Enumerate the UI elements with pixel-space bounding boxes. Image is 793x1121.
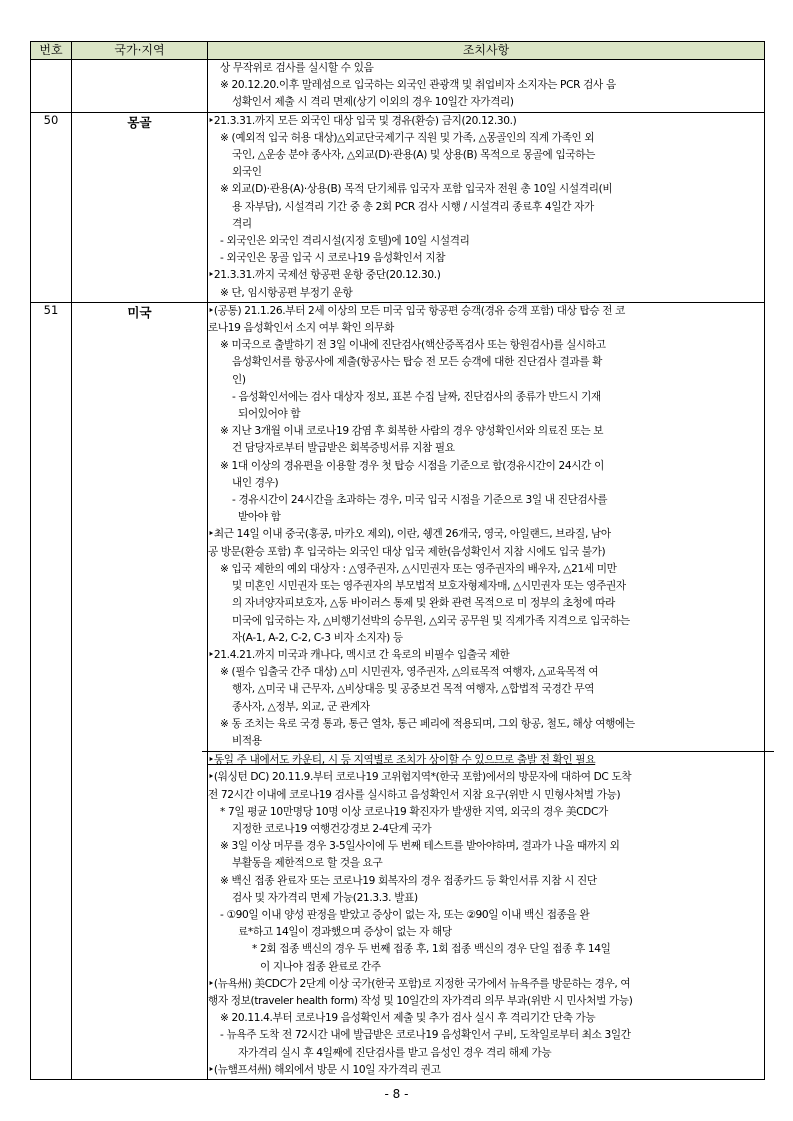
- text-line: * 2회 접종 백신의 경우 두 번째 접종 후, 1회 접종 백신의 경우 단일 접종 후 14일: [252, 943, 611, 956]
- page-number: - 8 -: [384, 1087, 409, 1101]
- row-number: 51: [31, 302, 72, 1079]
- text-line: 격리: [232, 217, 252, 230]
- text-line: 지정한 코로나19 여행건강경보 2-4단계 국가: [232, 822, 432, 835]
- text-line: 의 자녀양자피보호자, △동 바이러스 통제 및 완화 관련 목적으로 미 정부의 초청에 따라: [232, 597, 616, 610]
- text-line: ‣최근 14일 이내 중국(홍콩, 마카오 제외), 이란, 쉥겐 26개국, 영국, 아일랜드, 브라질, 남아: [208, 528, 611, 541]
- text-line: 부활동을 제한적으로 할 것을 요구: [232, 857, 383, 870]
- header-country: 국가·지역: [72, 42, 208, 60]
- text-line: ※ (필수 입출국 간주 대상) △미 시민권자, 영주권자, △의료목적 여행자, △교육목적 여: [220, 666, 599, 679]
- country-name: 몽골: [72, 112, 208, 302]
- row-number: 50: [31, 112, 72, 302]
- text-line: ‣21.3.31.까지 모든 외국인 대상 입국 및 경유(환승) 금지(20.12.30.): [208, 114, 517, 127]
- table-row-usa: [31, 302, 765, 1079]
- text-line: - 외국인은 외국인 격리시설(지정 호텔)에 10일 시설격리: [220, 235, 470, 248]
- text-line: 자가격리 실시 후 4일째에 진단검사를 받고 음성인 경우 격리 해제 가능: [238, 1046, 552, 1059]
- table-header-row: [31, 42, 765, 60]
- measures-table: [30, 41, 765, 1080]
- text-line: 종사자, △정부, 외교, 군 관계자: [232, 700, 370, 713]
- text-line: 이 지나야 접종 완료로 간주: [260, 960, 381, 973]
- measure-content: [208, 302, 765, 1079]
- text-line: 음성확인서를 항공사에 제출(항공사는 탑승 전 모든 승객에 대한 진단검사 결과를 확: [232, 356, 602, 369]
- text-line: 미국에 입국하는 자, △비행기선박의 승무원, △외국 공무원 및 직계가족 지격으로 입국하는: [232, 614, 630, 627]
- text-line: ※ 지난 3개월 이내 코로나19 감염 후 회복한 사람의 경우 양성확인서와 의료진 또는 보: [220, 425, 604, 438]
- text-line: 자(A-1, A-2, C-2, C-3 비자 소지자) 등: [232, 631, 403, 644]
- text-line: 및 미혼인 시민권자 또는 영주권자의 부모법적 보호자형제자매, △시민권자 또는 영주권자: [232, 580, 626, 593]
- text-line: ‣(뉴욕州) 美CDC가 2단계 이상 국가(한국 포함)로 지정한 국가에서 뉴욕주를 방문하는 경우, 여: [208, 977, 631, 990]
- table-row-continued: [31, 60, 765, 113]
- header-num: 번호: [31, 42, 72, 60]
- text-line: 성확인서 제출 시 격리 면제(상기 이외의 경우 10일간 자가격리): [232, 96, 514, 109]
- row-cont-content: [208, 60, 765, 113]
- text-line: ‣(공통) 21.1.26.부터 2세 이상의 모든 미국 입국 항공편 승객(경유 승객 포함) 대상 탑승 전 코: [208, 304, 626, 317]
- text-line: - ①90일 이내 양성 판정을 받았고 증상이 없는 자, 또는 ②90일 이내 백신 접종을 완: [220, 908, 590, 921]
- text-line: 행자, △미국 내 근무자, △비상대응 및 공중보건 목적 여행자, △합법적 국경간 무역: [232, 683, 595, 696]
- text-line: ※ (예외적 입국 허용 대상)△외교단국제기구 직원 및 가족, △몽골인의 직계 가족인 외: [220, 131, 595, 144]
- text-line: 료*하고 14일이 경과했으며 증상이 없는 자 해당: [238, 926, 452, 939]
- text-line: 받아야 함: [238, 511, 281, 524]
- text-line: ※ 1대 이상의 경유편을 이용할 경우 첫 탑승 시점을 기준으로 함(경유시간이 24시간 이: [220, 459, 604, 472]
- text-line: 되어있어야 함: [238, 408, 301, 421]
- text-line: 건 담당자로부터 발급받은 회복증빙서류 지참 필요: [232, 442, 455, 455]
- text-line: ‣(워싱턴 DC) 20.11.9.부터 코로나19 고위험지역*(한국 포함)에서의 방문자에 대하여 DC 도착: [208, 771, 632, 784]
- header-measure: 조치사항: [208, 42, 765, 60]
- text-line: - 뉴욕주 도착 전 72시간 내에 발급받은 코로나19 음성확인서 구비, 도착일로부터 최소 3일간: [220, 1029, 631, 1042]
- text-line: 내인 경우): [232, 476, 279, 489]
- text-line: ※ 20.12.20.이후 말레섬으로 입국하는 외국인 관광객 및 취업비자 소지자는 PCR 검사 음: [220, 79, 616, 92]
- country-name: 미국: [72, 302, 208, 1079]
- row-cont-num: [31, 60, 72, 113]
- text-line: ※ 단, 임시항공편 부정기 운항: [220, 286, 353, 299]
- text-line: 외국인: [232, 166, 262, 179]
- text-line: 검사 및 자가격리 면제 가능(21.3.3. 발표): [232, 891, 418, 904]
- text-line: ※ 동 조치는 육로 국경 통과, 통근 열차, 통근 페리에 적용되며, 그외 항공, 철도, 해상 여행에는: [220, 717, 635, 730]
- text-line: ‣동일 주 내에서도 카운티, 시 등 지역별로 조치가 상이할 수 있으므로 출발 전 확인 필요: [208, 754, 596, 767]
- text-line: 상 무작위로 검사를 실시할 수 있음: [220, 62, 374, 74]
- text-line: ※ 백신 접종 완료자 또는 코로나19 회복자의 경우 접종카드 등 확인서류 지참 시 진단: [220, 874, 597, 887]
- text-line: 공 방문(환승 포함) 후 입국하는 외국인 대상 입국 제한(음성확인서 지참 시에도 입국 불가): [208, 545, 606, 558]
- text-line: ‣21.3.31.까지 국제선 항공편 운항 중단(20.12.30.): [208, 269, 441, 282]
- text-line: ※ 20.11.4.부터 코로나19 음성확인서 제출 및 추가 검사 실시 후 격리기간 단축 가능: [220, 1012, 596, 1025]
- text-line: 국인, △운송 분야 종사자, △외교(D)·관용(A) 및 상용(B) 목적으로 몽골에 입국하는: [232, 149, 595, 162]
- text-line: ※ 입국 제한의 예외 대상자 : △영주권자, △시민권자 또는 영주권자의 배우자, △21세 미만: [220, 562, 617, 575]
- text-line: - 외국인은 몽골 입국 시 코로나19 음성확인서 지참: [220, 252, 446, 265]
- text-line: ※ 외교(D)·관용(A)·상용(B) 목적 단기체류 입국자 포함 입국자 전원 총 10일 시설격리(비: [220, 183, 613, 196]
- text-line: - 경유시간이 24시간을 초과하는 경우, 미국 입국 시점을 기준으로 3일 내 진단검사를: [232, 494, 608, 507]
- table-row-mongolia: [31, 112, 765, 302]
- text-line: 행자 정보(traveler health form) 작성 및 10일간의 자가격리 의무 부과(위반 시 민사처벌 가능): [208, 994, 633, 1007]
- row-cont-country: [72, 60, 208, 113]
- text-line: 전 72시간 이내에 코로나19 검사를 실시하고 음성확인서 지참 요구(위반 시 민형사처벌 가능): [208, 788, 621, 801]
- text-line: * 7일 평균 10만명당 10명 이상 코로나19 확진자가 발생한 지역, 외국의 경우 美CDC가: [220, 805, 608, 818]
- text-line: ‣21.4.21.까지 미국과 캐나다, 멕시코 간 육로의 비필수 입출국 제한: [208, 648, 510, 661]
- text-line: ※ 미국으로 출발하기 전 3일 이내에 진단검사(핵산증폭검사 또는 항원검사)를 실시하고: [220, 339, 606, 352]
- text-line: ‣(뉴햄프셔州) 해외에서 방문 시 10일 자가격리 권고: [208, 1063, 441, 1076]
- text-line: 비적용: [232, 734, 262, 747]
- text-line: 인): [232, 373, 246, 386]
- text-line: ※ 3일 이상 머무를 경우 3-5일사이에 두 번째 테스트를 받아야하며, 결과가 나올 때까지 외: [220, 840, 620, 853]
- text-line: - 음성확인서에는 검사 대상자 정보, 표본 수집 날짜, 진단검사의 종류가 반드시 기재: [232, 390, 601, 403]
- text-line: 로나19 음성확인서 소지 여부 확인 의무화: [208, 322, 395, 335]
- text-line: 용 자부담), 시설격리 기간 중 총 2회 PCR 검사 시행 / 시설격리 종료후 4일간 자가: [232, 200, 594, 213]
- measure-content: [208, 112, 765, 302]
